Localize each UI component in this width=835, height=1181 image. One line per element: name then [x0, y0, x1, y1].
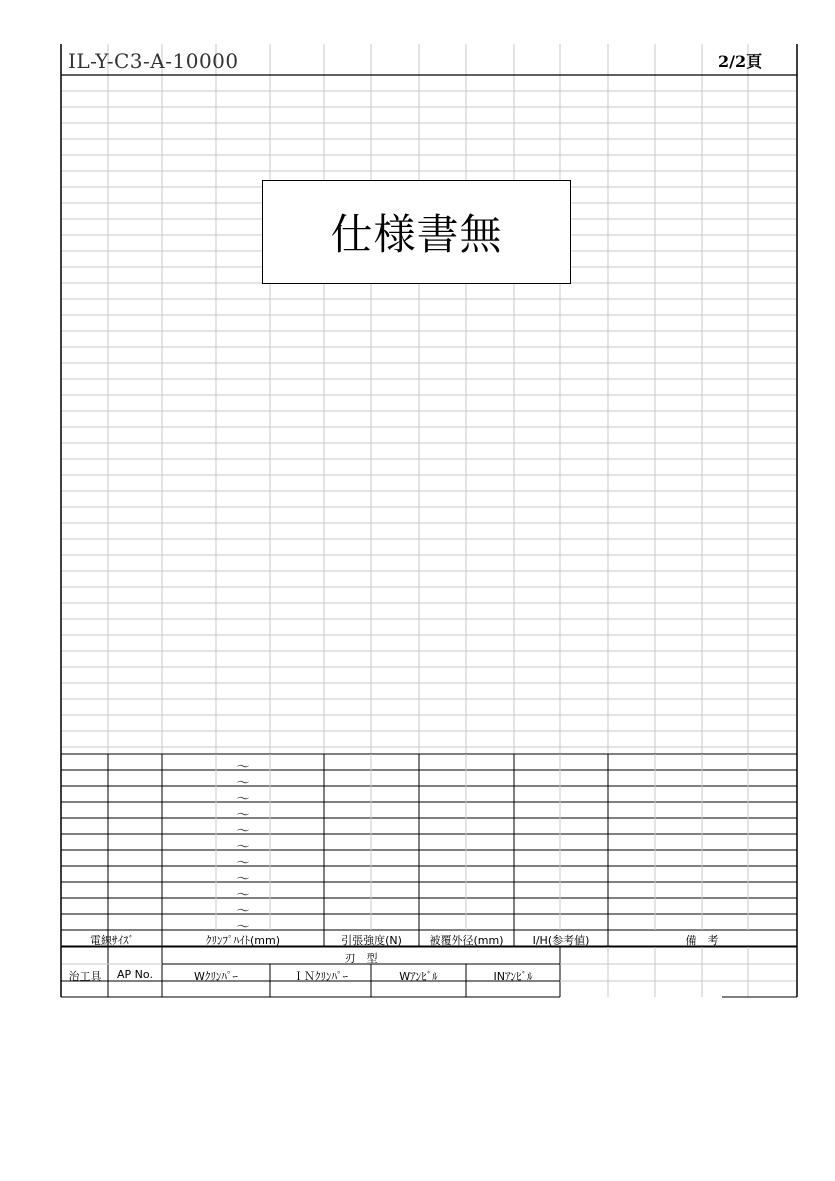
ap-no-label: AP No. — [117, 968, 153, 981]
w-crimper-label: Wｸﾘﾝﾊﾟｰ — [194, 970, 238, 983]
no-specification-label: 仕様書無 — [330, 210, 503, 259]
header-tensile-strength: 引張強度(N) — [341, 934, 402, 947]
in-crimper-label: ＩＮｸﾘﾝﾊﾟｰ — [293, 970, 348, 983]
tilde-separator: ～ — [236, 904, 250, 919]
tilde-separator: ～ — [236, 776, 250, 791]
tilde-separator: ～ — [236, 824, 250, 839]
header-ih-reference: I/H(参考値) — [532, 934, 590, 947]
tilde-separator: ～ — [236, 856, 250, 871]
blade-type-label: 刃 型 — [344, 952, 378, 965]
header-outer-diameter: 被覆外径(mm) — [429, 934, 504, 947]
header-crimp-height: ｸﾘﾝﾌﾟﾊｲﾄ(mm) — [205, 934, 280, 947]
header-remarks: 備 考 — [685, 934, 719, 947]
tilde-separator: ～ — [236, 920, 250, 935]
w-anvil-label: Wｱﾝﾋﾞﾙ — [399, 970, 438, 983]
header-wire-size: 電線ｻｲｽﾞ — [90, 934, 134, 947]
tilde-separator: ～ — [236, 808, 250, 823]
document-code: IL-Y-C3-A-10000 — [68, 49, 239, 73]
tilde-separator: ～ — [236, 840, 250, 855]
no-specification-box — [262, 180, 571, 284]
tilde-separator: ～ — [236, 792, 250, 807]
tilde-separator: ～ — [236, 888, 250, 903]
in-anvil-label: INｱﾝﾋﾞﾙ — [493, 970, 533, 983]
jig-label: 治工具 — [68, 970, 102, 983]
tilde-separator: ～ — [236, 872, 250, 887]
tilde-separator: ～ — [236, 760, 250, 775]
page-number: 2/2頁 — [718, 52, 763, 71]
